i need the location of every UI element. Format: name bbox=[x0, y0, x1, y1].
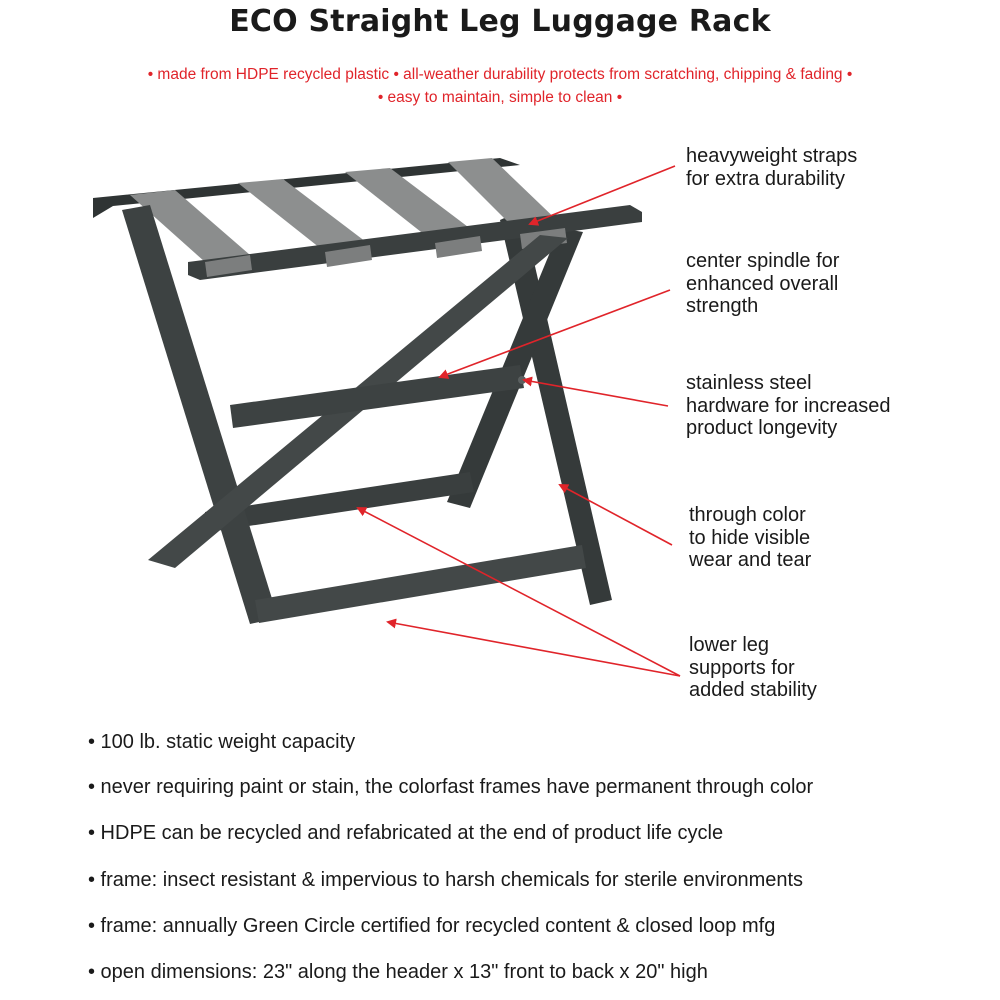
arrow-lower-support-b bbox=[388, 622, 680, 676]
callout-straps: heavyweight straps for extra durability bbox=[686, 145, 858, 190]
feature-bullet: • frame: annually Green Circle certified for recycled content & closed loop mfg bbox=[88, 915, 776, 937]
callout-hardware: stainless steel hardware for increased product longevity bbox=[686, 372, 891, 439]
strap-2 bbox=[238, 179, 370, 252]
callout-color: through color to hide visible wear and tear bbox=[689, 504, 812, 571]
feature-bullet: • open dimensions: 23" along the header x 13" front to back x 20" high bbox=[88, 961, 708, 983]
callout-lower-supports: lower leg supports for added stability bbox=[689, 634, 817, 701]
page-title: ECO Straight Leg Luggage Rack bbox=[229, 4, 771, 39]
callout-spindle: center spindle for enhanced overall strength bbox=[686, 250, 840, 317]
feature-bullet: • HDPE can be recycled and refabricated at the end of product life cycle bbox=[88, 822, 724, 844]
tagline-1: • made from HDPE recycled plastic • all-weather durability protects from scratching, chipping & fading • bbox=[147, 66, 853, 83]
front-lower-support bbox=[255, 545, 586, 623]
feature-bullet: • 100 lb. static weight capacity bbox=[88, 731, 356, 753]
feature-bullet: • never requiring paint or stain, the colorfast frames have permanent through color bbox=[88, 776, 814, 798]
feature-bullet: • frame: insect resistant & impervious to harsh chemicals for sterile environments bbox=[88, 869, 804, 891]
tagline-2: • easy to maintain, simple to clean • bbox=[377, 89, 623, 106]
